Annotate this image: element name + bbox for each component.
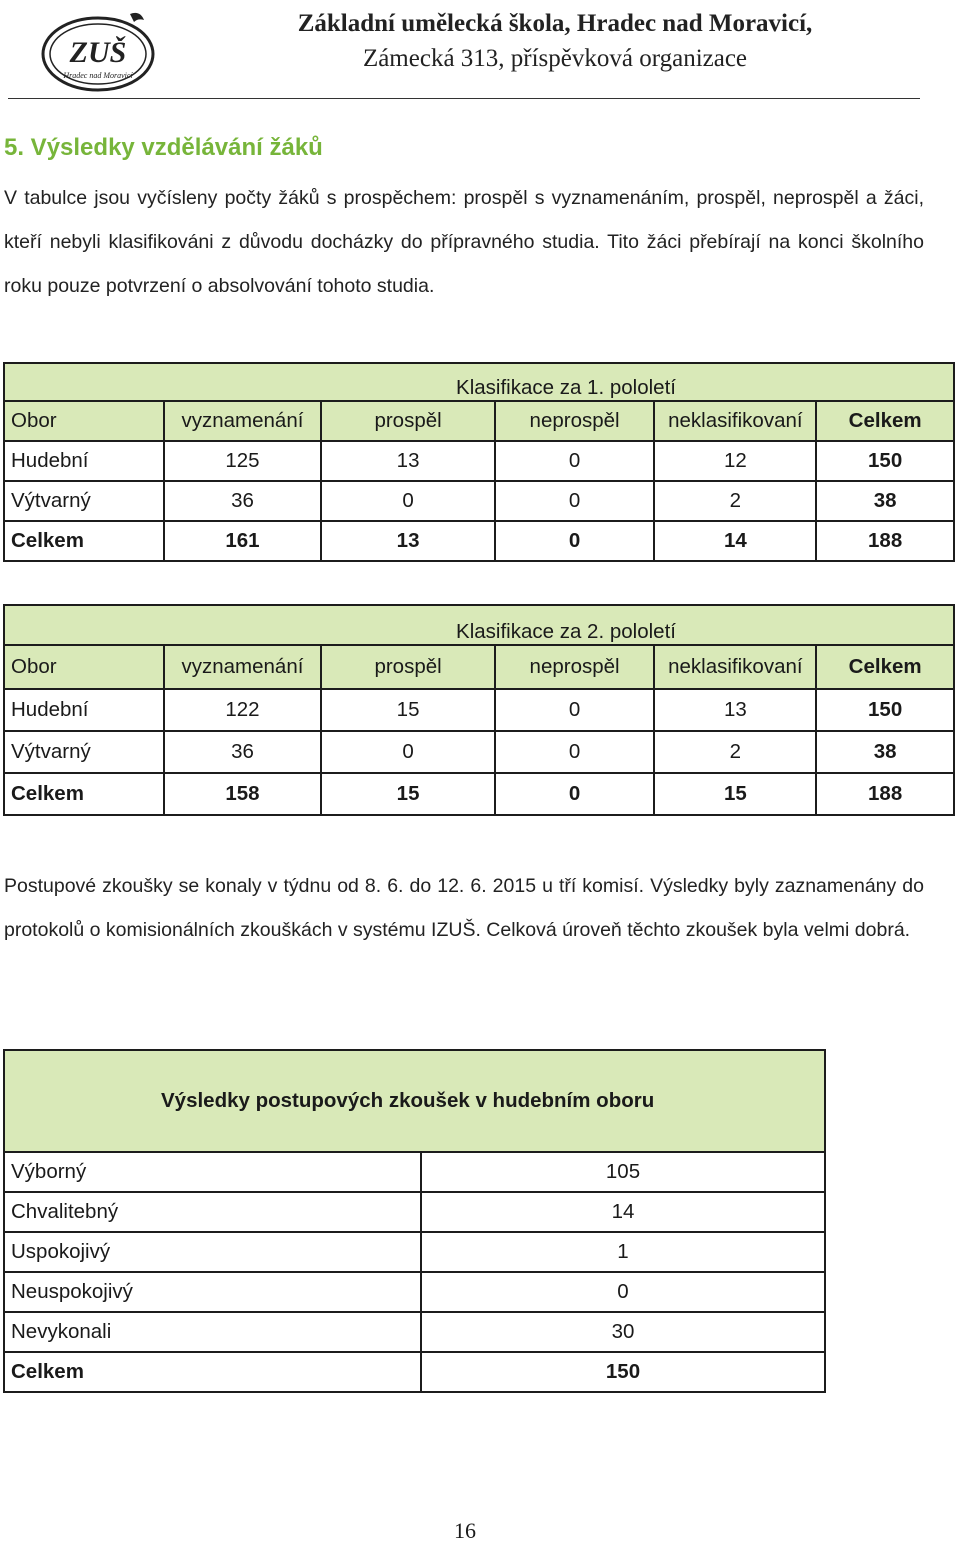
table-row [4, 731, 954, 773]
table-row [4, 689, 954, 731]
page-number: 16 [454, 1518, 476, 1543]
table-cell: 188 [816, 521, 954, 561]
table-cell: 13 [321, 441, 494, 481]
table-total-row [4, 521, 954, 561]
table-cell: Neuspokojivý [4, 1272, 421, 1312]
table-cell: Hudební [4, 689, 164, 731]
table1-caption: Klasifikace za 1. pololetí [4, 363, 954, 401]
table-row [4, 1152, 825, 1192]
table-cell: 188 [816, 773, 954, 815]
classification-table-2 [3, 604, 955, 816]
table-cell: 0 [421, 1272, 825, 1312]
col-header: Obor [4, 401, 164, 441]
table-cell: 1 [421, 1232, 825, 1272]
table-cell: 158 [164, 773, 322, 815]
col-header: prospěl [321, 645, 494, 689]
col-header: Celkem [816, 401, 954, 441]
table-cell: 38 [816, 731, 954, 773]
col-header: neklasifikovaní [654, 401, 816, 441]
table-cell: Hudební [4, 441, 164, 481]
table-header-row [4, 401, 954, 441]
table-cell: 15 [654, 773, 816, 815]
exam-results-table [3, 1049, 826, 1393]
col-header: Obor [4, 645, 164, 689]
table-total-row [4, 1352, 825, 1392]
table-cell: Celkem [4, 521, 164, 561]
table-row [4, 1232, 825, 1272]
table-cell: 150 [816, 441, 954, 481]
svg-text:Hradec nad Moravicí: Hradec nad Moravicí [63, 71, 133, 80]
table-cell: 38 [816, 481, 954, 521]
table-cell: Celkem [4, 773, 164, 815]
table-cell: 0 [321, 731, 494, 773]
table-cell: 15 [321, 689, 494, 731]
table-cell: Chvalitebný [4, 1192, 421, 1232]
table-cell: 2 [654, 731, 816, 773]
header-title: Základní umělecká škola, Hradec nad Moravicí, [297, 10, 813, 37]
table-cell: 150 [421, 1352, 825, 1392]
table-cell: 0 [321, 481, 494, 521]
table-cell: 0 [495, 773, 655, 815]
col-header: vyznamenání [164, 645, 322, 689]
table-cell: 13 [321, 521, 494, 561]
table-cell: 125 [164, 441, 322, 481]
table-cell: 0 [495, 731, 655, 773]
table-row [4, 481, 954, 521]
table-header-row [4, 645, 954, 689]
table-cell: Uspokojivý [4, 1232, 421, 1272]
table-cell: 13 [654, 689, 816, 731]
table-cell: 2 [654, 481, 816, 521]
classification-table-1 [3, 362, 955, 562]
col-header: neprospěl [495, 645, 655, 689]
table-cell: 14 [421, 1192, 825, 1232]
table-total-row [4, 773, 954, 815]
table3-caption: Výsledky postupových zkoušek v hudebním oboru [4, 1050, 825, 1152]
col-header: prospěl [321, 401, 494, 441]
table-cell: 150 [816, 689, 954, 731]
table-cell: Výtvarný [4, 731, 164, 773]
table-cell: 0 [495, 441, 655, 481]
table2-caption: Klasifikace za 2. pololetí [4, 605, 954, 645]
section-title: 5. Výsledky vzdělávání žáků [4, 134, 323, 161]
table-cell: 36 [164, 731, 322, 773]
table-row [4, 1312, 825, 1352]
table-cell: Výtvarný [4, 481, 164, 521]
table-cell: 36 [164, 481, 322, 521]
header-subtitle: Zámecká 313, příspěvková organizace [362, 45, 748, 72]
table-cell: 0 [495, 521, 655, 561]
col-header: neklasifikovaní [654, 645, 816, 689]
table-cell: Nevykonali [4, 1312, 421, 1352]
table-cell: Celkem [4, 1352, 421, 1392]
table-cell: 122 [164, 689, 322, 731]
table-row [4, 1192, 825, 1232]
col-header: vyznamenání [164, 401, 322, 441]
table-cell: 161 [164, 521, 322, 561]
col-header: Celkem [816, 645, 954, 689]
table-cell: 12 [654, 441, 816, 481]
table-cell: 0 [495, 689, 655, 731]
header-divider [8, 98, 920, 99]
table-cell: 30 [421, 1312, 825, 1352]
table-cell: 105 [421, 1152, 825, 1192]
svg-text:ZUŠ: ZUŠ [69, 36, 127, 69]
table-cell: Výborný [4, 1152, 421, 1192]
table-row [4, 1272, 825, 1312]
table-row [4, 441, 954, 481]
table-cell: 14 [654, 521, 816, 561]
exam-paragraph: Postupové zkoušky se konaly v týdnu od 8. 6. do 12. 6. 2015 u tří komisí. Výsledky byly zaznamenány do protokolů o komisionálních zkouškách v systému IZUŠ. Celková úroveň těchto zkoušek byla velmi dobrá. [4, 875, 924, 941]
table-cell: 15 [321, 773, 494, 815]
table-cell: 0 [495, 481, 655, 521]
col-header: neprospěl [495, 401, 655, 441]
school-logo [38, 8, 158, 98]
intro-paragraph: V tabulce jsou vyčísleny počty žáků s prospěchem: prospěl s vyznamenáním, prospěl, neprospěl a žáci, kteří nebyli klasifikováni z důvodu docházky do přípravného studia. Tito žáci přebírají na konci školního roku pouze potvrzení o absolvování tohoto studia. [4, 187, 924, 297]
